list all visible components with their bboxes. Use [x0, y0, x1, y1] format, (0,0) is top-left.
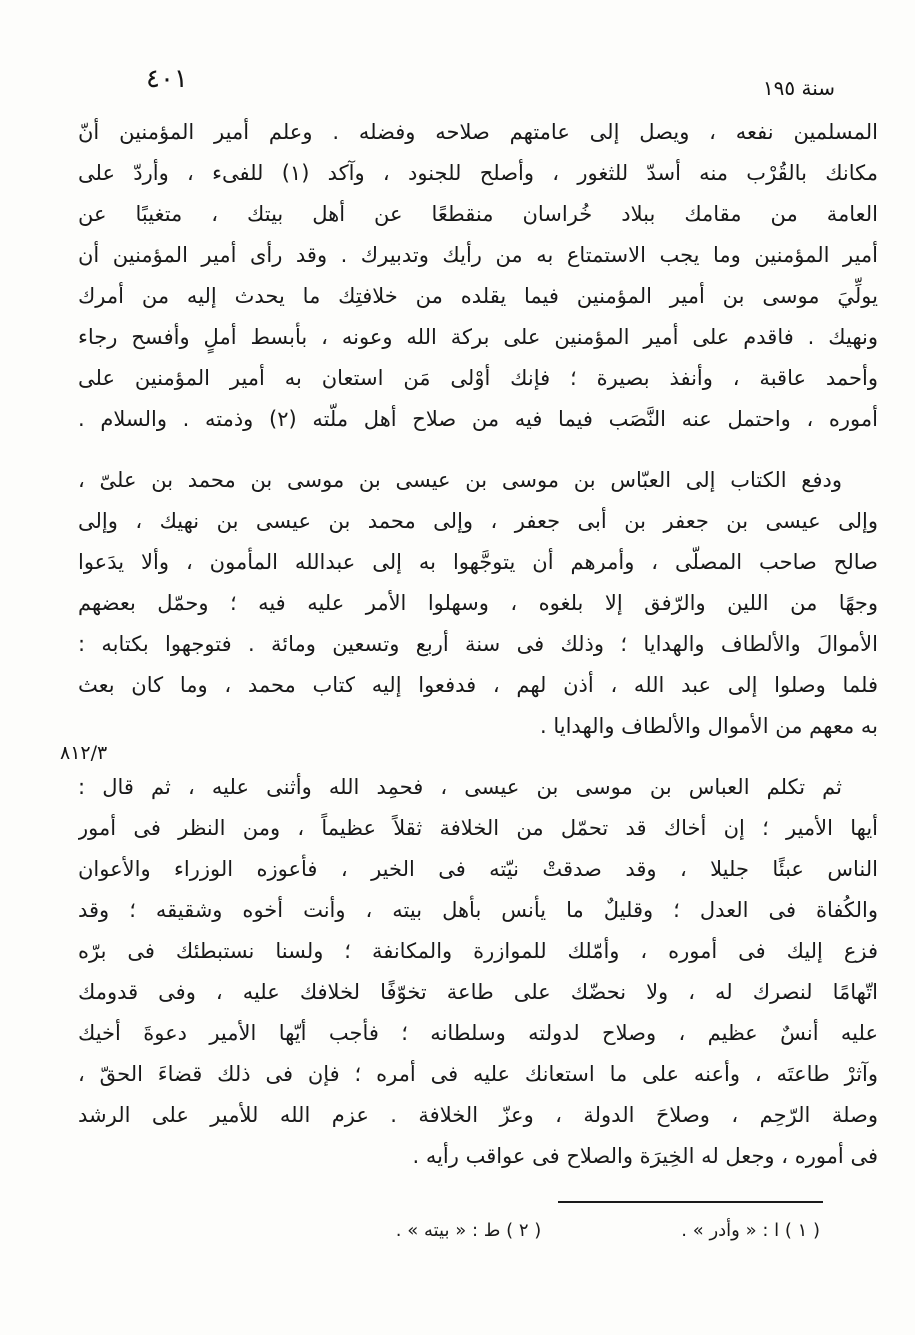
text-line: أموره ، واحتمل عنه النَّصَب فيما فيه من صلاح أهل ملّته (٢) وذمته . والسلام . [78, 407, 878, 431]
text-line: مكانك بالقُرْب منه أسدّ للثغور ، وأصلح للجنود ، وآكد (١) للفىء ، وأردّ على [78, 161, 878, 185]
text-line: ونهيك . فاقدم على أمير المؤمنين على بركة الله وعونه ، بأبسط أملٍ وأفسح رجاء [78, 325, 878, 349]
footnote-1: ( ١ ) ا : « وأدر » . [681, 1220, 820, 1241]
text-line: وجهًا من اللين والرّفق إلا بلغوه ، وسهلوا الأمر عليه فيه ؛ وحمّل بعضهم [78, 591, 878, 615]
text-line: يولِّيَ موسى بن أمير المؤمنين فيما يقلده من خلافتِك ما يحدث إليه من أمرك [78, 284, 878, 308]
text-line: والكُفاة فى العدل ؛ وقليلٌ ما يأنس بأهل بيته ، وأنت أخوه وشقيقه ؛ وقد [78, 898, 878, 922]
text-line: صالح صاحب المصلّى ، وأمرهم أن يتوجَّهوا به إلى عبدالله المأمون ، وألا يدَعوا [78, 550, 878, 574]
text-line: ثم تكلم العباس بن موسى بن عيسى ، فحمِد الله وأثنى عليه ، ثم قال : [78, 775, 842, 799]
text-line: العامة من مقامك ببلاد خُراسان منقطعًا عن أهل بيتك ، متغيبًا عن [78, 202, 878, 226]
margin-reference: ٨١٢/٣ [60, 742, 108, 764]
paragraph [78, 460, 878, 747]
text-line: وآثرْ طاعتَه ، وأعنه على ما استعانك عليه فى أمره ؛ فإن فى ذلك قضاءَ الحقّ ، [78, 1062, 878, 1086]
text-line: وصلة الرّحِم ، وصلاحَ الدولة ، وعزّ الخلافة . عزم الله للأمير على الرشد [78, 1103, 878, 1127]
page-number: ٤٠١ [146, 64, 188, 94]
text-line: فزع إليك فى أموره ، وأمّلك للموازرة والمكانفة ؛ ولسنا نستبطئك فى برّه [78, 939, 878, 963]
text-line: ودفع الكتاب إلى العبّاس بن موسى بن عيسى بن موسى بن محمد بن علىّ ، [78, 468, 842, 492]
text-line: فلما وصلوا إلى عبد الله ، أذن لهم ، فدفعوا إليه كتاب محمد ، وما كان بعث [78, 673, 878, 697]
text-line: به معهم من الأموال والألطاف والهدايا . [540, 714, 878, 738]
body-text [78, 112, 878, 1177]
footnote-separator-rule [558, 1201, 823, 1203]
text-line: الناس عبئًا جليلا ، وقد صدقتْ نيّته فى الخير ، فأعوزه الوزراء والأعوان [78, 857, 878, 881]
running-header-year: سنة ١٩٥ [762, 76, 835, 100]
paragraph [78, 112, 878, 440]
text-line: المسلمين نفعه ، ويصل إلى عامتهم صلاحه وفضله . وعلم أمير المؤمنين أنّ [78, 120, 878, 144]
footnotes [396, 1220, 820, 1241]
footnote-2: ( ٢ ) ط : « بيته » . [395, 1220, 542, 1241]
text-line: الأموالَ والألطاف والهدايا ؛ وذلك فى سنة أربع وتسعين ومائة . فتوجهوا بكتابه : [78, 632, 878, 656]
text-line: وإلى عيسى بن جعفر بن أبى جعفر ، وإلى محمد بن عيسى بن نهيك ، وإلى [78, 509, 878, 533]
text-line: عليه أنسٌ عظيم ، وصلاح لدولته وسلطانه ؛ فأجب أيّها الأمير دعوةَ أخيك [78, 1021, 878, 1045]
text-line: فى أموره ، وجعل له الخِيرَة والصلاح فى عواقب رأيه . [412, 1144, 878, 1168]
paragraph [78, 767, 878, 1177]
text-line: وأحمد عاقبة ، وأنفذ بصيرة ؛ فإنك أوْلى مَن استعان به أمير المؤمنين على [78, 366, 878, 390]
text-line: اتّهامًا لنصرك له ، ولا نحضّك على طاعة تخوّفًا لخلافك عليه ، وفى قدومك [78, 980, 878, 1004]
text-line: أيها الأمير ؛ إن أخاك قد تحمّل من الخلافة ثقلاً عظيماً ، ومن النظر فى أمور [78, 816, 878, 840]
text-line: أمير المؤمنين وما يجب الاستمتاع به من رأيك وتدبيرك . وقد رأى أمير المؤمنين أن [78, 243, 878, 267]
